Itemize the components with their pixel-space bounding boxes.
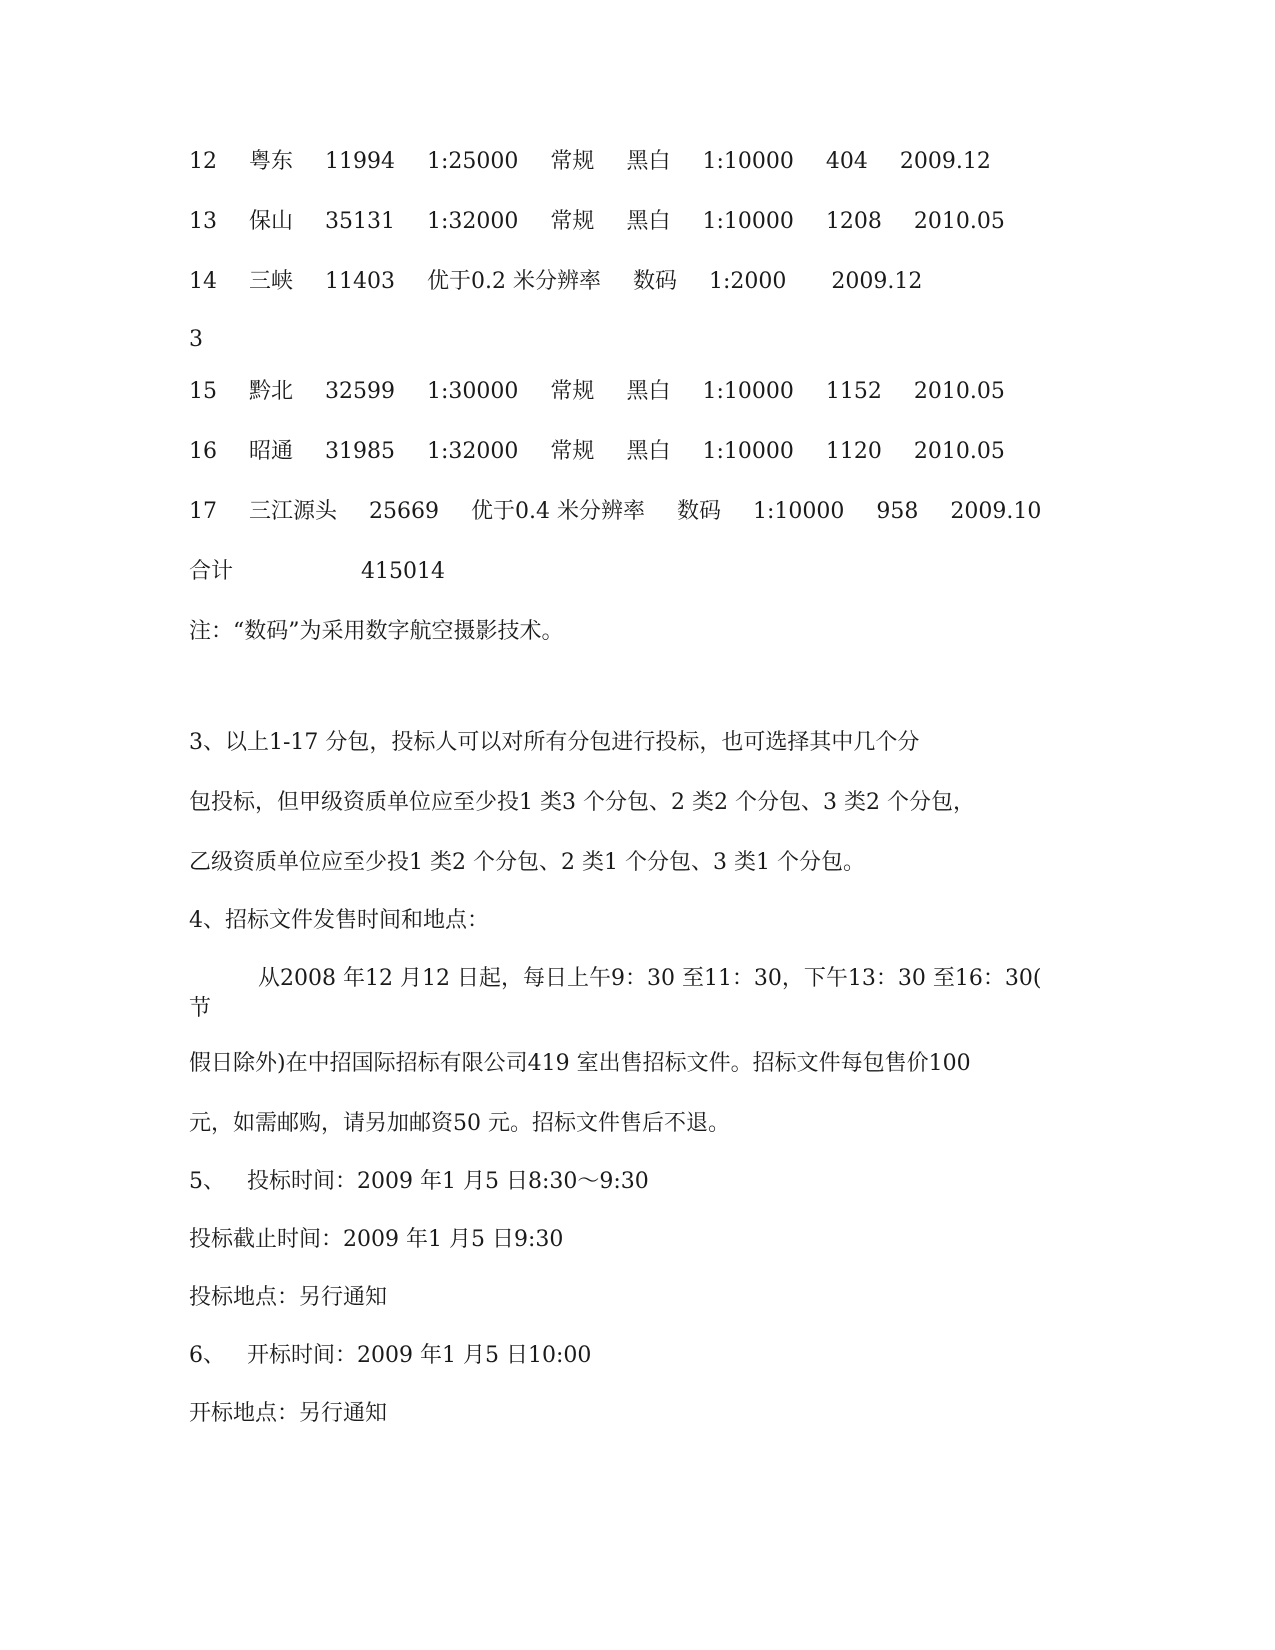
table-row (189, 148, 991, 176)
row-name: 粤东 (249, 149, 294, 174)
table-row (189, 208, 1005, 236)
row-no: 13 (189, 209, 217, 234)
row-photo-scale: 1:25000 (427, 149, 519, 174)
row-type: 常规 (550, 439, 595, 464)
row-date: 2009.12 (831, 269, 923, 294)
table-row (189, 378, 1005, 406)
row-map-scale: 1:10000 (702, 149, 794, 174)
row-date: 2009.10 (950, 499, 1042, 524)
row-date: 2009.12 (899, 149, 991, 174)
total-label: 合计 (189, 559, 234, 584)
row-area: 25669 (369, 499, 440, 524)
row-type: 常规 (550, 149, 595, 174)
bid-time: 投标时间：2009 年1 月5 日8:30～9:30 (247, 1169, 649, 1194)
row-resolution: 优于0.2 米分辨率 (427, 269, 601, 294)
row-count: 1152 (825, 379, 882, 404)
row-photo-scale: 1:30000 (427, 379, 519, 404)
row-name: 三峡 (249, 269, 294, 294)
row-no: 17 (189, 499, 217, 524)
section-6-line-1 (189, 1342, 591, 1370)
row-no: 14 (189, 269, 217, 294)
row-map-scale: 1:2000 (709, 269, 787, 294)
section-5-line-1 (189, 1168, 649, 1196)
opening-location: 开标地点：另行通知 (189, 1401, 388, 1426)
row-color: 黑白 (626, 439, 671, 464)
section-6-number: 6、 (189, 1343, 225, 1368)
section-4-line-4: 元，如需邮购，请另加邮资50 元。招标文件售后不退。 (189, 1111, 730, 1136)
section-4-line-3: 假日除外)在中招国际招标有限公司419 室出售招标文件。招标文件每包售价100 (189, 1051, 971, 1076)
row-type: 数码 (677, 499, 722, 524)
row-count: 404 (825, 149, 868, 174)
row-photo-scale: 1:32000 (427, 439, 519, 464)
section-3-line-1: 3、以上1-17 分包，投标人可以对所有分包进行投标，也可选择其中几个分 (189, 730, 920, 755)
category-marker: 3 (189, 327, 203, 352)
bid-location: 投标地点：另行通知 (189, 1285, 388, 1310)
row-map-scale: 1:10000 (753, 499, 845, 524)
row-no: 15 (189, 379, 217, 404)
section-4-line-2: 节 (189, 996, 212, 1021)
row-count: 1120 (825, 439, 882, 464)
row-map-scale: 1:10000 (702, 439, 794, 464)
row-name: 黔北 (249, 379, 294, 404)
section-3-line-2: 包投标，但甲级资质单位应至少投1 类3 个分包、2 类2 个分包、3 类2 个分包， (189, 790, 975, 815)
table-row (189, 268, 922, 296)
section-3-line-3: 乙级资质单位应至少投1 类2 个分包、2 类1 个分包、3 类1 个分包。 (189, 850, 865, 875)
table-note: 注：“数码”为采用数字航空摄影技术。 (189, 619, 564, 644)
row-photo-scale: 1:32000 (427, 209, 519, 234)
row-count: 958 (876, 499, 919, 524)
row-color: 黑白 (626, 379, 671, 404)
total-value: 415014 (361, 559, 445, 584)
row-area: 32599 (325, 379, 396, 404)
row-count: 1208 (825, 209, 882, 234)
row-map-scale: 1:10000 (702, 209, 794, 234)
total-row (189, 558, 445, 586)
row-type: 数码 (633, 269, 678, 294)
row-area: 11994 (325, 149, 396, 174)
section-4-line-1: 从2008 年12 月12 日起，每日上午9：30 至11：30，下午13：30 至16：30( (258, 966, 1042, 991)
table-row (189, 438, 1005, 466)
row-no: 12 (189, 149, 217, 174)
table-row (189, 498, 1041, 526)
row-date: 2010.05 (913, 439, 1005, 464)
row-color: 黑白 (626, 209, 671, 234)
row-area: 35131 (325, 209, 396, 234)
row-color: 黑白 (626, 149, 671, 174)
row-map-scale: 1:10000 (702, 379, 794, 404)
row-resolution: 优于0.4 米分辨率 (471, 499, 645, 524)
section-4-heading: 4、招标文件发售时间和地点： (189, 908, 489, 933)
row-type: 常规 (550, 209, 595, 234)
row-date: 2010.05 (913, 379, 1005, 404)
bid-deadline: 投标截止时间：2009 年1 月5 日9:30 (189, 1227, 564, 1252)
row-name: 三江源头 (249, 499, 338, 524)
row-type: 常规 (550, 379, 595, 404)
opening-time: 开标时间：2009 年1 月5 日10:00 (247, 1343, 592, 1368)
row-area: 11403 (325, 269, 396, 294)
section-5-number: 5、 (189, 1169, 225, 1194)
row-date: 2010.05 (913, 209, 1005, 234)
row-name: 昭通 (249, 439, 294, 464)
row-name: 保山 (249, 209, 294, 234)
row-no: 16 (189, 439, 217, 464)
row-area: 31985 (325, 439, 396, 464)
